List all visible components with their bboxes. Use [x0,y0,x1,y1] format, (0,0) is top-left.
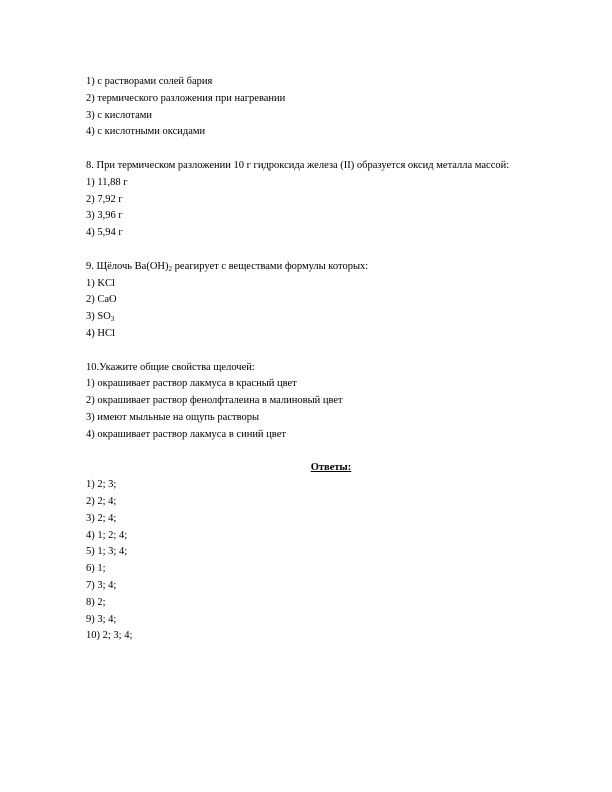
answer-item: 10) 2; 3; 4; [86,630,133,642]
q9-option-3 [86,309,586,326]
answer-item: 3) 2; 4; [86,512,117,524]
spacer [86,141,586,158]
q7-option-2: 2) термического разложения при нагревании [86,92,286,104]
answer-item: 9) 3; 4; [86,613,117,625]
q8-option-1: 1) 11,88 г [86,176,128,188]
answer-item: 5) 1; 3; 4; [86,546,128,558]
q7-options [86,74,586,141]
q9-option-1: 1) KCl [86,277,115,289]
q7-option-1: 1) с растворами солей бария [86,76,213,87]
q8-option-3: 3) 3,96 г [86,210,123,222]
question-10 [86,360,586,444]
spacer [86,343,586,360]
q9-text-end: реагирует с веществами формулы которых: [172,260,369,272]
spacer [86,242,586,259]
q9-text-start: 9. Щёлочь Ba(OH) [86,260,169,272]
q7-option-3: 3) с кислотами [86,109,153,121]
q10-option-1: 1) окрашивает раствор лакмуса в красный цвет [86,378,297,390]
answer-item: 4) 1; 2; 4; [86,529,128,541]
q10-option-2: 2) окрашивает раствор фенолфталеина в малиновый цвет [86,395,343,407]
q8-option-4: 4) 5,94 г [86,227,123,239]
q9-subscript: 2 [168,264,172,273]
spacer [86,444,586,461]
answers-title: Ответы: [310,462,352,474]
q9-option-4: 4) HCl [86,327,115,339]
answer-item: 8) 2; [86,596,106,608]
answer-item: 2) 2; 4; [86,495,117,507]
question-9 [86,259,586,343]
q10-text: 10.Укажите общие свойства щелочей: [86,361,255,373]
question-8 [86,158,586,242]
q10-option-3: 3) имеют мыльные на ощупь растворы [86,411,260,423]
answer-item: 6) 1; [86,563,106,575]
q7-option-4: 4) с кислотными оксидами [86,126,206,138]
q10-option-4: 4) окрашивает раствор лакмуса в синий цвет [86,428,286,440]
answer-item: 1) 2; 3; [86,479,117,491]
answers-section [86,460,586,645]
q8-text: 8. При термическом разложении 10 г гидроксида железа (II) образуется оксид металла массой: [86,159,510,171]
q9-option-3-text: 3) SO [86,311,111,323]
answer-item: 7) 3; 4; [86,579,117,591]
q8-option-2: 2) 7,92 г [86,193,123,205]
q9-option-2: 2) CaO [86,294,117,306]
q9-option-3-subscript: 3 [110,315,115,324]
q9-text [86,259,586,276]
page-content [86,74,586,645]
